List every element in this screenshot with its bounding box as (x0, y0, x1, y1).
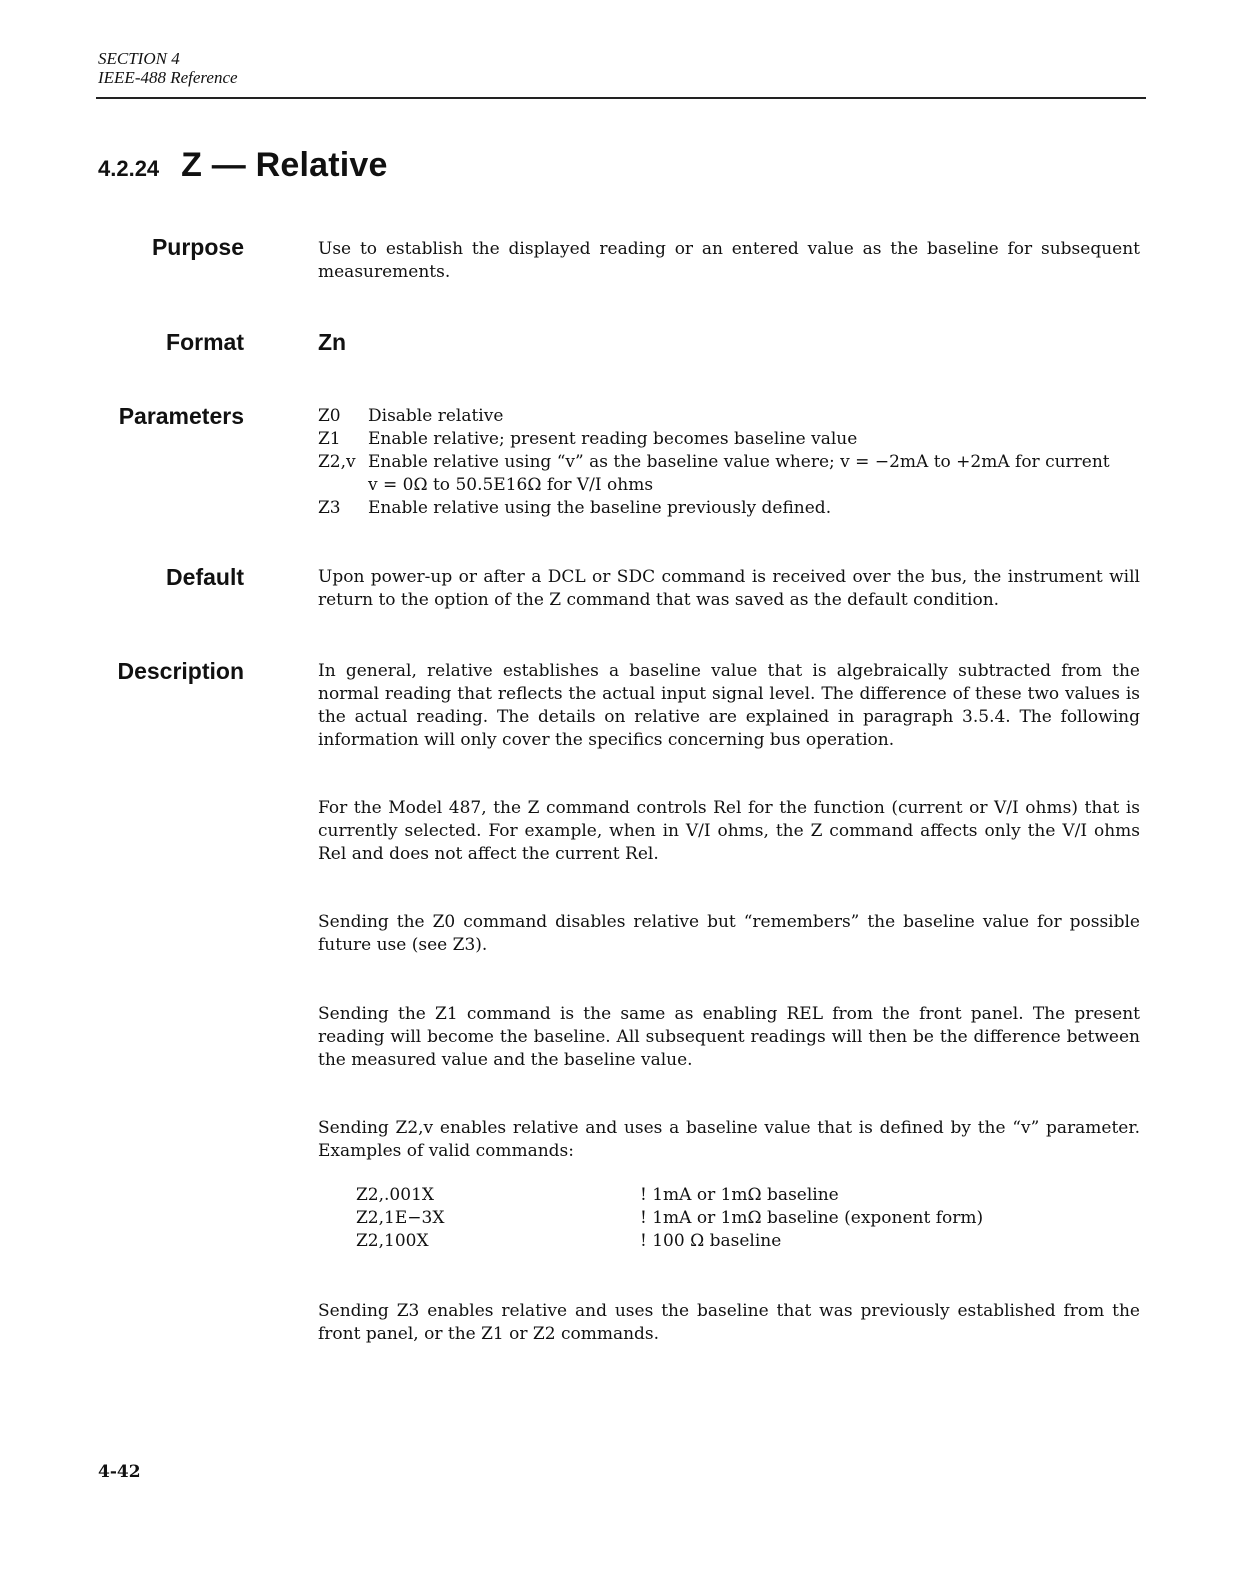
header-section: SECTION 4 (98, 49, 180, 68)
parameter-code: Z3 (318, 498, 341, 518)
description-paragraph-5-block (318, 1117, 1140, 1163)
default-text: Upon power-up or after a DCL or SDC command is received over the bus, the instrument will return to the option of the Z command that was saved as the default condition. (318, 567, 1140, 610)
format-value: Zn (318, 329, 347, 355)
parameter-text: Enable relative using “v” as the baseline value where; v = −2mA to +2mA for current (368, 452, 1110, 472)
parameter-text: Enable relative using the baseline previously defined. (368, 498, 832, 518)
header-subtitle: IEEE-488 Reference (98, 68, 238, 87)
example-command: Z2,100X (356, 1231, 429, 1251)
parameter-item (318, 405, 1140, 428)
examples-table (318, 1184, 1140, 1253)
parameter-item (318, 451, 1140, 474)
description-paragraph: Sending Z2,v enables relative and uses a baseline value that is defined by the “v” parameter. Examples of valid commands: (318, 1118, 1140, 1161)
default-text-block (318, 566, 1140, 612)
description-paragraph-1-block (318, 660, 1140, 752)
parameter-item (318, 497, 1140, 520)
default-label: Default (166, 564, 244, 590)
parameter-text: v = 0Ω to 50.5E16Ω for V/I ohms (368, 475, 654, 495)
purpose-text: Use to establish the displayed reading or an entered value as the baseline for subsequent measurements. (318, 239, 1140, 282)
example-comment: ! 1mA or 1mΩ baseline (640, 1185, 839, 1205)
description-paragraph-3-block (318, 911, 1140, 957)
description-paragraph: For the Model 487, the Z command controls Rel for the function (current or V/I ohms) that is currently selected. For example, when in V/I ohms, the Z command affects only the V/I ohms Rel and does not affect the current Rel. (318, 798, 1140, 864)
example-comment: ! 100 Ω baseline (640, 1231, 782, 1251)
header-divider (96, 97, 1146, 99)
section-heading: Z — Relative (181, 146, 388, 184)
format-label: Format (166, 329, 244, 355)
description-paragraph: Sending Z3 enables relative and uses the baseline that was previously established from the front panel, or the Z1 or Z2 commands. (318, 1301, 1140, 1344)
parameter-code: Z2,v (318, 452, 356, 472)
description-paragraph: Sending the Z1 command is the same as enabling REL from the front panel. The present reading will become the baseline. All subsequent readings will then be the difference between the measured value and the baseline value. (318, 1004, 1140, 1070)
parameters-label: Parameters (118, 403, 244, 429)
running-header (98, 49, 238, 87)
parameter-code (318, 474, 368, 497)
purpose-label: Purpose (151, 234, 244, 260)
example-comment: ! 1mA or 1mΩ baseline (exponent form) (640, 1208, 984, 1228)
section-number: 4.2.24 (98, 156, 160, 181)
description-paragraph: In general, relative establishes a baseline value that is algebraically subtracted from the normal reading that reflects the actual input signal level. The difference of these two values is the actual reading. The details on relative are explained in paragraph 3.5.4. The following information will only cover the specifics concerning bus operation. (318, 661, 1140, 750)
section-title (98, 146, 388, 185)
parameter-code: Z1 (318, 429, 341, 449)
example-row (318, 1230, 1140, 1253)
parameter-text: Disable relative (368, 406, 504, 426)
example-row (318, 1207, 1140, 1230)
description-paragraph: Sending the Z0 command disables relative but “remembers” the baseline value for possible future use (see Z3). (318, 912, 1140, 955)
purpose-text-block (318, 238, 1140, 284)
example-row (318, 1184, 1140, 1207)
description-paragraph-2-block (318, 797, 1140, 866)
page-number: 4-42 (98, 1462, 141, 1482)
parameters-list (318, 405, 1140, 520)
example-command: Z2,1E−3X (356, 1208, 445, 1228)
example-command: Z2,.001X (356, 1185, 434, 1205)
parameter-text: Enable relative; present reading becomes baseline value (368, 429, 858, 449)
description-paragraph-6-block (318, 1300, 1140, 1346)
parameter-item (318, 428, 1140, 451)
parameter-code: Z0 (318, 406, 341, 426)
description-paragraph-4-block (318, 1003, 1140, 1072)
description-label: Description (117, 658, 244, 684)
parameter-item (318, 474, 1140, 497)
